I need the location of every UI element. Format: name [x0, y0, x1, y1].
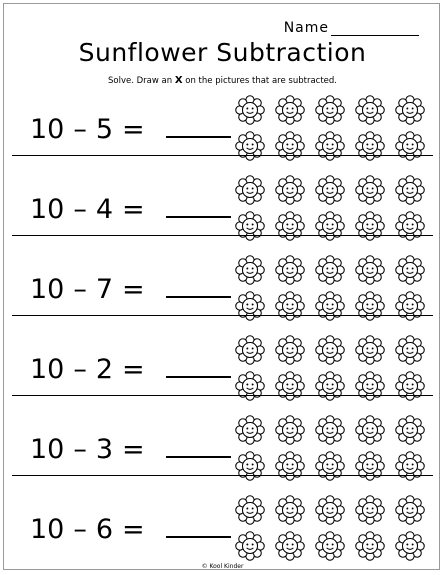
sunflower-icon[interactable]: [350, 528, 390, 564]
sunflower-icon[interactable]: [310, 332, 350, 368]
sunflower-icon[interactable]: [230, 288, 270, 324]
sunflower-icon[interactable]: [310, 288, 350, 324]
sunflower-icon[interactable]: [350, 252, 390, 288]
sunflower-icon[interactable]: [350, 172, 390, 208]
instructions: [0, 75, 445, 86]
answer-blank[interactable]: [166, 194, 231, 218]
copyright-footer: © Kool Kinder: [201, 563, 244, 570]
sunflower-icon[interactable]: [390, 208, 430, 244]
problem-equals-sign: =: [122, 354, 145, 385]
sunflower-icon[interactable]: [350, 92, 390, 128]
answer-blank[interactable]: [166, 434, 231, 458]
sunflower-icon[interactable]: [270, 528, 310, 564]
problem-subtrahend: 2: [95, 354, 114, 385]
sunflower-icon[interactable]: [350, 288, 390, 324]
instructions-x-mark: X: [174, 75, 183, 86]
problem-equals-sign: =: [122, 274, 145, 305]
sunflower-icon[interactable]: [230, 252, 270, 288]
problem-minus-sign: –: [73, 274, 87, 305]
sunflower-icon[interactable]: [270, 412, 310, 448]
sunflower-icon[interactable]: [350, 128, 390, 164]
problem-equals-sign: =: [122, 114, 145, 145]
problem-minus-sign: –: [73, 194, 87, 225]
problem-subtrahend: 3: [95, 434, 114, 465]
problem-subtrahend: 4: [95, 194, 114, 225]
sunflower-group: [230, 172, 430, 244]
sunflower-icon[interactable]: [390, 368, 430, 404]
sunflower-icon[interactable]: [230, 172, 270, 208]
instructions-text-end: on the pictures that are subtracted.: [182, 76, 337, 86]
sunflower-icon[interactable]: [390, 172, 430, 208]
sunflower-icon[interactable]: [230, 332, 270, 368]
sunflower-icon[interactable]: [310, 412, 350, 448]
subtraction-equation: [30, 274, 231, 305]
sunflower-icon[interactable]: [350, 412, 390, 448]
subtraction-equation: [30, 114, 231, 145]
sunflower-icon[interactable]: [270, 208, 310, 244]
sunflower-group: [230, 92, 430, 164]
subtraction-equation: [30, 194, 231, 225]
sunflower-icon[interactable]: [390, 412, 430, 448]
problem-row: [12, 86, 433, 166]
row-divider: [12, 315, 433, 316]
row-divider: [12, 155, 433, 156]
row-divider: [12, 235, 433, 236]
answer-blank[interactable]: [166, 514, 231, 538]
name-field: [284, 20, 419, 36]
sunflower-icon[interactable]: [310, 528, 350, 564]
problem-row: [12, 166, 433, 246]
sunflower-icon[interactable]: [230, 368, 270, 404]
worksheet-title: Sunflower Subtraction: [78, 38, 367, 67]
sunflower-icon[interactable]: [270, 128, 310, 164]
problem-equals-sign: =: [122, 194, 145, 225]
sunflower-icon[interactable]: [230, 528, 270, 564]
sunflower-icon[interactable]: [310, 208, 350, 244]
subtraction-equation: [30, 434, 231, 465]
subtraction-equation: [30, 354, 231, 385]
sunflower-icon[interactable]: [390, 128, 430, 164]
sunflower-icon[interactable]: [310, 252, 350, 288]
row-divider: [12, 395, 433, 396]
problem-minus-sign: –: [73, 514, 87, 545]
problem-subtrahend: 6: [95, 514, 114, 545]
sunflower-icon[interactable]: [310, 128, 350, 164]
problem-row: [12, 246, 433, 326]
row-divider: [12, 475, 433, 476]
answer-blank[interactable]: [166, 274, 231, 298]
sunflower-icon[interactable]: [390, 332, 430, 368]
sunflower-icon[interactable]: [310, 368, 350, 404]
problem-minuend: 10: [30, 514, 65, 545]
sunflower-icon[interactable]: [350, 448, 390, 484]
sunflower-group: [230, 252, 430, 324]
sunflower-icon[interactable]: [390, 528, 430, 564]
sunflower-icon[interactable]: [230, 208, 270, 244]
instructions-text-start: Solve. Draw an: [108, 76, 175, 86]
sunflower-icon[interactable]: [310, 448, 350, 484]
problem-row: [12, 326, 433, 406]
problem-minuend: 10: [30, 114, 65, 145]
sunflower-icon[interactable]: [230, 492, 270, 528]
sunflower-icon[interactable]: [350, 208, 390, 244]
sunflower-icon[interactable]: [350, 368, 390, 404]
problem-row: [12, 406, 433, 486]
sunflower-icon[interactable]: [310, 492, 350, 528]
subtraction-equation: [30, 514, 231, 545]
name-label: Name: [283, 20, 329, 36]
sunflower-icon[interactable]: [270, 492, 310, 528]
sunflower-group: [230, 492, 430, 564]
sunflower-icon[interactable]: [310, 172, 350, 208]
sunflower-icon[interactable]: [310, 92, 350, 128]
sunflower-icon[interactable]: [390, 288, 430, 324]
sunflower-icon[interactable]: [270, 368, 310, 404]
problem-equals-sign: =: [122, 514, 145, 545]
sunflower-icon[interactable]: [270, 92, 310, 128]
sunflower-group: [230, 412, 430, 484]
name-blank-line[interactable]: [331, 21, 419, 36]
sunflower-icon[interactable]: [390, 448, 430, 484]
sunflower-icon[interactable]: [270, 172, 310, 208]
sunflower-icon[interactable]: [230, 412, 270, 448]
sunflower-icon[interactable]: [270, 288, 310, 324]
sunflower-icon[interactable]: [230, 448, 270, 484]
sunflower-icon[interactable]: [270, 252, 310, 288]
sunflower-icon[interactable]: [350, 492, 390, 528]
problem-subtrahend: 7: [95, 274, 114, 305]
problem-minus-sign: –: [73, 354, 87, 385]
sunflower-icon[interactable]: [390, 92, 430, 128]
sunflower-icon[interactable]: [230, 92, 270, 128]
sunflower-group: [230, 332, 430, 404]
sunflower-icon[interactable]: [390, 492, 430, 528]
sunflower-icon[interactable]: [390, 252, 430, 288]
problem-row: [12, 486, 433, 566]
problem-minuend: 10: [30, 274, 65, 305]
problem-subtrahend: 5: [95, 114, 114, 145]
sunflower-icon[interactable]: [230, 128, 270, 164]
problem-minus-sign: –: [73, 114, 87, 145]
problem-minus-sign: –: [73, 434, 87, 465]
problem-minuend: 10: [30, 354, 65, 385]
answer-blank[interactable]: [166, 354, 231, 378]
sunflower-icon[interactable]: [350, 332, 390, 368]
sunflower-icon[interactable]: [270, 448, 310, 484]
answer-blank[interactable]: [166, 114, 231, 138]
problem-equals-sign: =: [122, 434, 145, 465]
problem-minuend: 10: [30, 194, 65, 225]
problem-minuend: 10: [30, 434, 65, 465]
sunflower-icon[interactable]: [270, 332, 310, 368]
